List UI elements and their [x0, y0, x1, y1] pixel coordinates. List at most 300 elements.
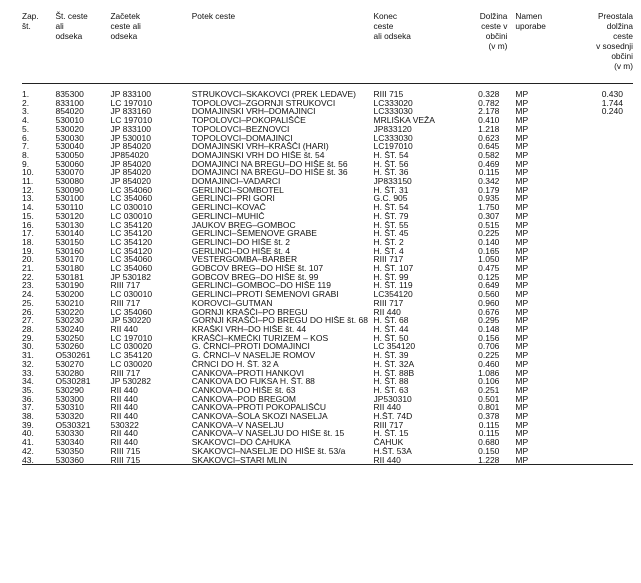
cell-dolzina: 0.645	[478, 142, 500, 151]
cell-namen: MP	[515, 394, 529, 404]
road-register-table	[22, 11, 633, 465]
cell-dolzina: 0.460	[478, 359, 500, 369]
cell-dolzina: 0.649	[478, 281, 500, 291]
cell-st-ceste: 530100	[55, 194, 84, 204]
cell-zacetek: JP 854020	[110, 159, 151, 169]
cell-potek: GERLINCI–DO HIŠE št. 4	[191, 246, 291, 256]
cell-dolzina: 0.106	[478, 377, 500, 386]
cell-namen: MP	[515, 298, 529, 308]
table-row	[22, 290, 633, 299]
cell-zacetek: JP854020	[110, 150, 149, 160]
cell-konec: RII 440	[373, 455, 401, 465]
cell-potek: CANKOVA–V NASELJU DO HIŠE št. 15	[191, 429, 345, 439]
cell-zacetek: LC 197010	[110, 98, 153, 108]
cell-namen: MP	[515, 246, 529, 256]
cell-potek: CANKOVA–ŠOLA SKOZI NASELJA	[191, 412, 328, 421]
cell-potek: GOBCOV BREG–DO HIŠE št. 107	[191, 264, 324, 273]
cell-zacetek: LC 030020	[110, 342, 153, 352]
cell-potek: CANKOVA–DO HIŠE št. 63	[191, 385, 296, 395]
table-row	[22, 264, 633, 273]
cell-konec: H. ŠT. 39	[373, 351, 409, 360]
table-row	[22, 447, 633, 456]
cell-dolzina: 0.680	[478, 438, 500, 447]
cell-zacetek: JP 530220	[110, 316, 151, 325]
table-row	[22, 369, 633, 378]
cell-zacetek: JP 530282	[110, 377, 151, 386]
cell-st-ceste: 530070	[55, 168, 84, 178]
table-row	[22, 142, 633, 151]
cell-dolzina: 0.782	[478, 98, 500, 108]
table-row	[22, 116, 633, 125]
cell-st-ceste: 530320	[55, 412, 84, 421]
cell-potek: STRUKOVCI–SKAKOVCI (PREK LEDAVE)	[191, 90, 356, 99]
cell-zap: 9.	[22, 159, 30, 169]
cell-namen: MP	[515, 116, 529, 125]
cell-st-ceste: 530110	[55, 203, 84, 212]
cell-preostala	[558, 142, 633, 151]
cell-konec: H. ŠT. 45	[373, 229, 409, 238]
table-row	[22, 281, 633, 290]
cell-dolzina: 0.179	[478, 185, 500, 195]
cell-preostala	[558, 429, 633, 438]
cell-preostala	[558, 238, 633, 247]
cell-zap: 17.	[22, 229, 34, 238]
cell-st-ceste: 530290	[55, 385, 84, 395]
cell-namen: MP	[515, 446, 529, 456]
cell-st-ceste: 530230	[55, 316, 84, 325]
cell-potek: KRAŠKI VRH–DO HIŠE št. 44	[191, 324, 307, 334]
cell-zacetek: RII 440	[110, 403, 138, 413]
cell-namen: MP	[515, 211, 529, 221]
cell-zap: 13.	[22, 194, 34, 204]
cell-konec: H. ŠT. 54	[373, 203, 409, 212]
cell-konec: LC333030	[373, 133, 413, 143]
cell-potek: TOPOLOVCI–POKOPALIŠČE	[191, 116, 306, 125]
table-row	[22, 125, 633, 134]
cell-dolzina: 0.165	[478, 246, 500, 256]
cell-konec: G.C. 905	[373, 194, 408, 204]
cell-potek: GERLINCI–ŠEMENOVE GRABE	[191, 229, 317, 238]
cell-konec: JP833150	[373, 177, 412, 186]
header-zap-st: Zap. št.	[22, 11, 39, 31]
cell-dolzina: 0.475	[478, 264, 500, 273]
cell-zap: 2.	[22, 98, 30, 108]
cell-konec: H. ŠT. 2	[373, 237, 404, 247]
cell-dolzina: 0.960	[478, 298, 500, 308]
cell-zap: 1.	[22, 90, 30, 99]
cell-st-ceste: 530181	[55, 272, 84, 282]
cell-namen: MP	[515, 194, 529, 204]
cell-preostala	[558, 308, 633, 317]
cell-potek: ČRNCI DO H. ŠT. 32 A	[191, 359, 279, 369]
cell-preostala	[558, 255, 633, 264]
cell-konec: H. ŠT. 88	[373, 377, 409, 386]
cell-potek: GORNJI KRAŠČI–PO BREGU DO HIŠE št. 68	[191, 316, 368, 325]
cell-zacetek: LC 030010	[110, 290, 153, 299]
cell-zacetek: RIII 717	[110, 281, 141, 291]
cell-zacetek: LC 354120	[110, 246, 153, 256]
cell-preostala	[558, 447, 633, 456]
cell-zap: 23.	[22, 281, 34, 291]
table-row	[22, 177, 633, 186]
table-row	[22, 203, 633, 212]
cell-namen: MP	[515, 403, 529, 413]
cell-st-ceste: 530190	[55, 281, 84, 291]
cell-konec: H. ŠT. 54	[373, 150, 409, 160]
cell-dolzina: 0.115	[478, 168, 500, 178]
cell-namen: MP	[515, 281, 529, 291]
cell-preostala	[558, 168, 633, 177]
cell-konec: H. ŠT. 15	[373, 429, 409, 439]
cell-st-ceste: 530250	[55, 333, 84, 343]
cell-potek: DOMAJINCI–VADARCI	[191, 177, 281, 186]
cell-zap: 6.	[22, 133, 30, 143]
cell-dolzina: 0.328	[478, 90, 500, 99]
cell-zacetek: LC 030010	[110, 203, 153, 212]
table-row	[22, 194, 633, 203]
cell-preostala	[558, 247, 633, 256]
cell-zacetek: LC 030010	[110, 211, 153, 221]
cell-namen: MP	[515, 324, 529, 334]
header-konec: Konec ceste ali odseka	[373, 11, 411, 41]
cell-potek: DOMAJINSKI VRH–DOMAJINCI	[191, 107, 316, 117]
cell-zacetek: LC 354060	[110, 264, 153, 273]
cell-potek: SKAKOVCI–STARI MLIN	[191, 455, 288, 465]
table-body	[22, 84, 633, 466]
cell-zap: 21.	[22, 264, 34, 273]
cell-zap: 22.	[22, 272, 34, 282]
cell-namen: MP	[515, 264, 529, 273]
cell-zap: 42.	[22, 446, 34, 456]
cell-potek: KOROVCI–GUTMAN	[191, 298, 273, 308]
table-row	[22, 299, 633, 308]
cell-potek: DOMAJINSKI VRH DO HIŠE št. 54	[191, 150, 325, 160]
cell-zap: 19.	[22, 246, 34, 256]
cell-potek: CANKOVA–PROTI HANKOVI	[191, 368, 305, 378]
cell-potek: TOPOLOVCI–DOMAJINCI	[191, 133, 293, 143]
cell-konec: LC197010	[373, 142, 413, 151]
table-row	[22, 429, 633, 438]
cell-namen: MP	[515, 307, 529, 317]
cell-preostala	[558, 212, 633, 221]
cell-preostala	[558, 160, 633, 169]
cell-zap: 43.	[22, 455, 34, 465]
cell-zacetek: RII 440	[110, 429, 138, 439]
cell-zap: 4.	[22, 116, 30, 125]
table-row	[22, 308, 633, 317]
cell-st-ceste: 530260	[55, 342, 84, 352]
cell-konec: JP530310	[373, 394, 412, 404]
cell-zap: 18.	[22, 237, 34, 247]
cell-zacetek: JP 854020	[110, 168, 151, 178]
cell-dolzina: 1.218	[478, 124, 500, 134]
cell-zacetek: LC 197010	[110, 116, 153, 125]
cell-st-ceste: 530020	[55, 124, 84, 134]
cell-preostala	[558, 386, 633, 395]
table-row	[22, 168, 633, 177]
cell-st-ceste: 530090	[55, 185, 84, 195]
cell-zacetek: RIII 715	[110, 446, 141, 456]
cell-potek: KRAŠČI–KMEČKI TURIZEM – KOS	[191, 333, 329, 343]
cell-namen: MP	[515, 124, 529, 134]
cell-zap: 37.	[22, 403, 34, 413]
cell-potek: CANKOVA–POD BREGOM	[191, 394, 296, 404]
cell-preostala	[558, 134, 633, 143]
cell-zacetek: LC 354120	[110, 351, 153, 360]
cell-st-ceste: 530240	[55, 324, 84, 334]
cell-zap: 8.	[22, 150, 30, 160]
cell-zacetek: RII 440	[110, 394, 138, 404]
cell-dolzina: 0.307	[478, 211, 500, 221]
cell-zacetek: JP 833100	[110, 124, 151, 134]
cell-st-ceste: 530300	[55, 394, 84, 404]
cell-dolzina: 0.469	[478, 159, 500, 169]
cell-potek: CANKOVA DO FUKSA H. ŠT. 88	[191, 377, 315, 386]
cell-zacetek: JP 854020	[110, 177, 151, 186]
cell-zap: 24.	[22, 290, 34, 299]
table-row	[22, 456, 633, 465]
table-row	[22, 412, 633, 421]
cell-dolzina: 0.251	[478, 385, 500, 395]
cell-dolzina: 1.228	[478, 455, 500, 465]
cell-dolzina: 0.115	[478, 420, 500, 430]
cell-st-ceste: 530310	[55, 403, 84, 413]
cell-potek: GERLINCI–DO HIŠE št. 2	[191, 237, 291, 247]
cell-zacetek: JP 833160	[110, 107, 151, 117]
cell-st-ceste: 530150	[55, 237, 84, 247]
cell-zap: 31.	[22, 351, 34, 360]
cell-namen: MP	[515, 412, 529, 421]
table-row	[22, 360, 633, 369]
table-row	[22, 403, 633, 412]
cell-st-ceste: 530030	[55, 133, 84, 143]
cell-zacetek: LC 354060	[110, 307, 153, 317]
cell-potek: JAUKOV BREG–GOMBOC	[191, 220, 296, 230]
cell-zacetek: RII 440	[110, 324, 138, 334]
cell-dolzina: 0.706	[478, 342, 500, 352]
cell-dolzina: 0.125	[478, 272, 500, 282]
cell-konec: H. ŠT. 68	[373, 316, 409, 325]
cell-st-ceste: 530160	[55, 246, 84, 256]
cell-potek: TOPOLOVCI–ZGORNJI STRUKOVCI	[191, 98, 336, 108]
cell-preostala	[558, 369, 633, 378]
cell-dolzina: 0.140	[478, 237, 500, 247]
cell-namen: MP	[515, 185, 529, 195]
cell-konec: RII 440	[373, 307, 401, 317]
cell-preostala: 1.744	[601, 98, 623, 108]
table-row	[22, 342, 633, 351]
cell-namen: MP	[515, 359, 529, 369]
cell-konec: MRLIŠKA VEŽA	[373, 116, 435, 125]
cell-preostala	[558, 403, 633, 412]
cell-st-ceste: 530040	[55, 142, 84, 151]
cell-zap: 41.	[22, 438, 34, 447]
cell-st-ceste: 530330	[55, 429, 84, 439]
cell-potek: SKAKOVCI–DO ČAHUKA	[191, 438, 291, 447]
cell-st-ceste: 530170	[55, 255, 84, 265]
cell-konec: H. ŠT. 79	[373, 211, 409, 221]
cell-zacetek: RIII 717	[110, 368, 141, 378]
cell-zap: 20.	[22, 255, 34, 265]
cell-preostala	[558, 395, 633, 404]
cell-zap: 29.	[22, 333, 34, 343]
cell-preostala	[558, 125, 633, 134]
cell-namen: MP	[515, 98, 529, 108]
table-row	[22, 421, 633, 430]
cell-namen: MP	[515, 333, 529, 343]
cell-dolzina: 0.935	[478, 194, 500, 204]
cell-zacetek: LC 354060	[110, 185, 153, 195]
cell-konec: H. ŠT. 4	[373, 246, 404, 256]
cell-namen: MP	[515, 90, 529, 99]
header-dolzina: Dolžina ceste v občini (v m)	[479, 11, 508, 51]
table-row	[22, 107, 633, 116]
cell-namen: MP	[515, 385, 529, 395]
cell-preostala	[558, 299, 633, 308]
cell-potek: GERLINCI–GOMBOC–DO HIŠE 119	[191, 281, 331, 291]
cell-preostala: 0.240	[601, 107, 623, 117]
cell-dolzina: 1.750	[478, 203, 500, 212]
cell-zap: 5.	[22, 124, 30, 134]
cell-zacetek: RII 440	[110, 438, 138, 447]
cell-zacetek: LC 354060	[110, 255, 153, 265]
cell-konec: H.ŠT. 53A	[373, 446, 412, 456]
cell-potek: CANKOVA–PROTI POKOPALIŠČU	[191, 403, 327, 413]
cell-zap: 26.	[22, 307, 34, 317]
cell-preostala	[558, 360, 633, 369]
cell-st-ceste: 530270	[55, 359, 84, 369]
table-bottom-rule	[22, 465, 633, 466]
cell-preostala	[558, 438, 633, 447]
cell-potek: DOMAJINCI NA BREGU–DO HIŠE št. 56	[191, 159, 348, 169]
cell-dolzina: 0.156	[478, 333, 500, 343]
cell-potek: GERLINCI–SOMBOTEL	[191, 185, 284, 195]
cell-preostala	[558, 325, 633, 334]
cell-zap: 25.	[22, 298, 34, 308]
cell-zacetek: LC 354120	[110, 229, 153, 238]
cell-dolzina: 0.378	[478, 412, 500, 421]
cell-zap: 30.	[22, 342, 34, 352]
table-row	[22, 316, 633, 325]
cell-zap: 16.	[22, 220, 34, 230]
cell-konec: H. ŠT. 119	[373, 281, 413, 291]
cell-zacetek: LC 030020	[110, 359, 153, 369]
table-row	[22, 438, 633, 447]
cell-dolzina: 0.225	[478, 229, 500, 238]
cell-st-ceste: 854020	[55, 107, 84, 117]
cell-st-ceste: O530321	[55, 420, 91, 430]
cell-dolzina: 1.086	[478, 368, 500, 378]
cell-zap: 11.	[22, 177, 34, 186]
table-row	[22, 160, 633, 169]
header-potek: Potek ceste	[191, 11, 236, 21]
cell-namen: MP	[515, 438, 529, 447]
cell-dolzina: 0.115	[478, 429, 500, 439]
cell-namen: MP	[515, 290, 529, 299]
cell-konec: LC 354120	[373, 342, 416, 352]
cell-potek: DOMAJINSKI VRH–KRAŠČI (HARI)	[191, 142, 329, 151]
cell-preostala	[558, 203, 633, 212]
cell-zap: 7.	[22, 142, 30, 151]
cell-potek: GERLINCI–PRI GORI	[191, 194, 275, 204]
cell-dolzina: 0.225	[478, 351, 500, 360]
cell-namen: MP	[515, 203, 529, 212]
cell-konec: RII 440	[373, 403, 401, 413]
cell-konec: H. ŠT. 107	[373, 264, 414, 273]
table-row	[22, 351, 633, 360]
cell-st-ceste: 530080	[55, 177, 84, 186]
cell-st-ceste: 833100	[55, 98, 84, 108]
table-row	[22, 229, 633, 238]
cell-zap: 3.	[22, 107, 30, 117]
table-row	[22, 212, 633, 221]
cell-potek: SKAKOVCI–NASELJE DO HIŠE št. 53/a	[191, 446, 346, 456]
cell-st-ceste: O530281	[55, 377, 91, 386]
cell-st-ceste: 835300	[55, 90, 84, 99]
cell-zap: 34.	[22, 377, 34, 386]
cell-konec: RIII 717	[373, 420, 404, 430]
cell-preostala	[558, 290, 633, 299]
cell-namen: MP	[515, 420, 529, 430]
cell-preostala	[558, 351, 633, 360]
cell-konec: H. ŠT. 99	[373, 272, 409, 282]
cell-namen: MP	[515, 351, 529, 360]
cell-preostala	[558, 177, 633, 186]
table-row	[22, 386, 633, 395]
cell-potek: GORNJI KRAŠČI–PO BREGU	[191, 307, 308, 317]
cell-zap: 32.	[22, 359, 34, 369]
cell-dolzina: 0.623	[478, 133, 500, 143]
cell-preostala	[558, 273, 633, 282]
table-row	[22, 238, 633, 247]
cell-zacetek: JP 530182	[110, 272, 151, 282]
table-row	[22, 99, 633, 108]
table-header-row	[22, 11, 633, 84]
table-row	[22, 377, 633, 386]
cell-preostala	[558, 281, 633, 290]
cell-st-ceste: 530350	[55, 446, 84, 456]
table-row	[22, 273, 633, 282]
cell-preostala	[558, 229, 633, 238]
cell-konec: H. ŠT. 36	[373, 168, 409, 178]
cell-st-ceste: 530060	[55, 159, 84, 169]
cell-konec: LC333030	[373, 107, 413, 117]
cell-zacetek: LC 354120	[110, 220, 153, 230]
cell-dolzina: 0.295	[478, 316, 500, 325]
cell-st-ceste: 530050	[55, 150, 84, 160]
cell-potek: VESTERGOMBA–BARBER	[191, 255, 298, 265]
cell-zap: 12.	[22, 185, 34, 195]
cell-namen: MP	[515, 455, 529, 465]
table-row	[22, 325, 633, 334]
cell-namen: MP	[515, 377, 529, 386]
table-row	[22, 134, 633, 143]
cell-konec: H. ŠT. 44	[373, 324, 409, 334]
cell-potek: TOPOLOVCI–BEZNOVCI	[191, 124, 290, 134]
cell-st-ceste: 530120	[55, 211, 84, 221]
cell-zacetek: LC 354120	[110, 237, 153, 247]
cell-namen: MP	[515, 316, 529, 325]
cell-zacetek: JP 833100	[110, 90, 151, 99]
cell-zap: 10.	[22, 168, 34, 178]
cell-preostala	[558, 116, 633, 125]
cell-konec: H. ŠT. 56	[373, 159, 409, 169]
cell-st-ceste: 530200	[55, 290, 84, 299]
cell-zacetek: LC 354060	[110, 194, 153, 204]
cell-dolzina: 0.560	[478, 290, 500, 299]
cell-konec: H. ŠT. 63	[373, 385, 409, 395]
cell-namen: MP	[515, 368, 529, 378]
